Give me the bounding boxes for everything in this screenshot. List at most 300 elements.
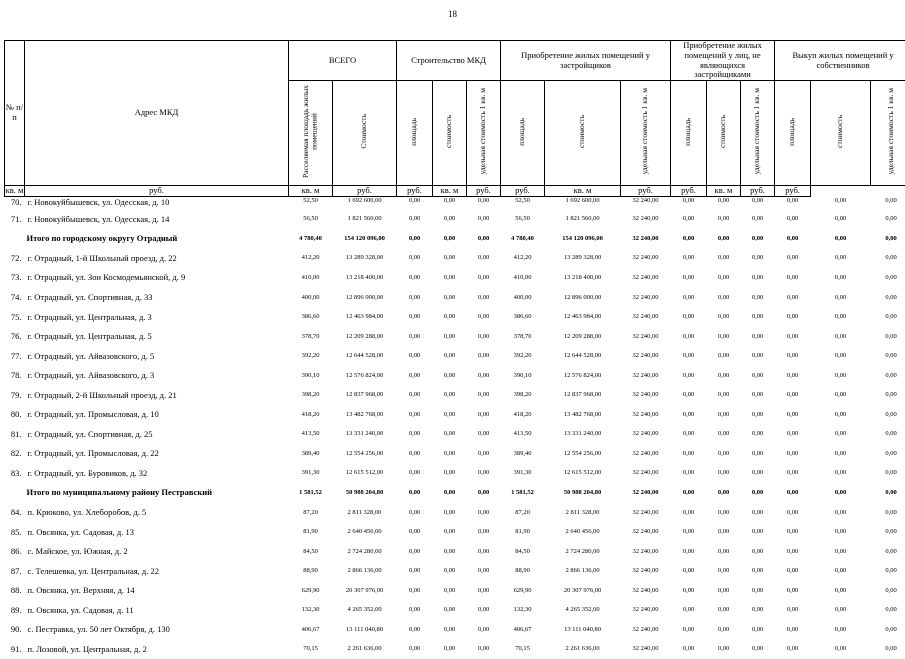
value-cell: 0,00	[397, 209, 433, 229]
value-cell: 0,00	[467, 541, 501, 561]
table-row	[5, 580, 905, 600]
row-number: 83.	[5, 463, 25, 483]
value-cell: 0,00	[871, 541, 905, 561]
value-cell: 0,00	[707, 209, 741, 229]
value-cell: 418,20	[501, 405, 545, 425]
value-cell: 1 821 560,00	[545, 209, 621, 229]
value-cell: 20 307 976,00	[333, 580, 397, 600]
unit-cell: руб.	[621, 186, 671, 197]
row-address: г. Отрадный, ул. Буровиков, д. 32	[25, 463, 289, 483]
value-cell: 0,00	[467, 600, 501, 620]
value-cell: 0,00	[741, 326, 775, 346]
row-address: г. Отрадный, ул. Центральная, д. 3	[25, 307, 289, 327]
value-cell: 32 240,00	[621, 483, 671, 503]
value-cell: 0,00	[707, 483, 741, 503]
header-row-units	[5, 186, 905, 197]
value-cell: 0,00	[707, 580, 741, 600]
table-row	[5, 424, 905, 444]
subheader-label: стоимость	[578, 115, 587, 148]
value-cell: 32 240,00	[621, 639, 671, 659]
row-address: с. Телешевка, ул. Центральная, д. 22	[25, 561, 289, 581]
value-cell: 0,00	[707, 385, 741, 405]
value-cell: 0,00	[467, 620, 501, 640]
row-number: 85.	[5, 522, 25, 542]
value-cell: 0,00	[671, 346, 707, 366]
value-cell: 32 240,00	[621, 424, 671, 444]
table-row	[5, 561, 905, 581]
value-cell: 0,00	[467, 424, 501, 444]
value-cell: 2 811 328,00	[545, 502, 621, 522]
value-cell: 0,00	[467, 385, 501, 405]
value-cell: 0,00	[871, 209, 905, 229]
value-cell: 0,00	[467, 483, 501, 503]
value-cell: 412,20	[289, 248, 333, 268]
value-cell: 0,00	[467, 326, 501, 346]
total-label: Итого по городскому округу Отрадный	[5, 229, 289, 249]
row-number: 78.	[5, 365, 25, 385]
value-cell: 0,00	[811, 346, 871, 366]
value-cell: 0,00	[871, 365, 905, 385]
value-cell: 0,00	[871, 248, 905, 268]
value-cell: 0,00	[871, 287, 905, 307]
row-address: г. Отрадный, ул. Промысловая, д. 22	[25, 444, 289, 464]
subheader-0	[289, 81, 333, 186]
value-cell: 32 240,00	[621, 600, 671, 620]
value-cell: 0,00	[741, 248, 775, 268]
row-number: 71.	[5, 209, 25, 229]
value-cell: 0,00	[671, 385, 707, 405]
value-cell: 0,00	[433, 209, 467, 229]
value-cell: 32 240,00	[621, 620, 671, 640]
value-cell: 0,00	[467, 502, 501, 522]
value-cell: 0,00	[467, 209, 501, 229]
value-cell: 0,00	[871, 639, 905, 659]
value-cell: 0,00	[433, 580, 467, 600]
value-cell: 12 554 256,00	[333, 444, 397, 464]
value-cell: 0,00	[741, 346, 775, 366]
value-cell: 0,00	[671, 444, 707, 464]
value-cell: 0,00	[467, 287, 501, 307]
table-row	[5, 365, 905, 385]
value-cell: 12 837 968,00	[545, 385, 621, 405]
value-cell: 0,00	[811, 307, 871, 327]
value-cell: 0,00	[467, 405, 501, 425]
value-cell: 0,00	[707, 268, 741, 288]
row-number: 70.	[5, 197, 25, 210]
row-address: п. Овсянка, ул. Садовая, д. 13	[25, 522, 289, 542]
value-cell: 4 780,40	[501, 229, 545, 249]
unit-cell: кв. м	[433, 186, 467, 197]
value-cell: 0,00	[871, 483, 905, 503]
unit-cell: кв. м	[545, 186, 621, 197]
value-cell: 50 988 204,80	[333, 483, 397, 503]
value-cell: 0,00	[707, 639, 741, 659]
row-address: с. Майское, ул. Южная, д. 2	[25, 541, 289, 561]
value-cell: 0,00	[707, 229, 741, 249]
subheader-9	[707, 81, 741, 186]
value-cell: 390,10	[289, 365, 333, 385]
value-cell: 32 240,00	[621, 287, 671, 307]
value-cell: 0,00	[433, 620, 467, 640]
row-number: 87.	[5, 561, 25, 581]
row-number: 81.	[5, 424, 25, 444]
value-cell: 13 289 328,00	[333, 248, 397, 268]
value-cell: 0,00	[397, 346, 433, 366]
row-address: г. Отрадный, ул. Айвазовского, д. 5	[25, 346, 289, 366]
value-cell: 12 576 824,00	[333, 365, 397, 385]
value-cell: 32 240,00	[621, 444, 671, 464]
value-cell: 0,00	[707, 287, 741, 307]
value-cell: 0,00	[811, 541, 871, 561]
value-cell: 0,00	[741, 268, 775, 288]
value-cell: 0,00	[397, 268, 433, 288]
value-cell: 32 240,00	[621, 463, 671, 483]
value-cell: 0,00	[397, 365, 433, 385]
value-cell: 13 482 768,00	[545, 405, 621, 425]
value-cell: 0,00	[775, 483, 811, 503]
value-cell: 0,00	[467, 561, 501, 581]
value-cell: 154 120 096,00	[545, 229, 621, 249]
value-cell: 0,00	[671, 639, 707, 659]
subheader-label: стоимость	[445, 115, 454, 148]
value-cell: 0,00	[707, 561, 741, 581]
unit-cell: кв. м	[289, 186, 333, 197]
value-cell: 12 463 984,00	[333, 307, 397, 327]
value-cell: 391,30	[501, 463, 545, 483]
value-cell: 32 240,00	[621, 268, 671, 288]
value-cell: 0,00	[433, 522, 467, 542]
value-cell: 12 463 984,00	[545, 307, 621, 327]
value-cell: 56,50	[289, 209, 333, 229]
value-cell: 13 482 768,00	[333, 405, 397, 425]
value-cell: 0,00	[775, 229, 811, 249]
row-number: 89.	[5, 600, 25, 620]
value-cell: 378,70	[289, 326, 333, 346]
table-body	[5, 197, 905, 659]
value-cell: 0,00	[433, 365, 467, 385]
value-cell: 0,00	[871, 346, 905, 366]
value-cell: 0,00	[671, 229, 707, 249]
value-cell: 32 240,00	[621, 580, 671, 600]
value-cell: 32 240,00	[621, 522, 671, 542]
value-cell: 0,00	[671, 326, 707, 346]
value-cell: 0,00	[397, 502, 433, 522]
value-cell: 0,00	[775, 444, 811, 464]
row-address: г. Отрадный, ул. Айвазовского, д. 3	[25, 365, 289, 385]
value-cell: 0,00	[433, 346, 467, 366]
value-cell: 0,00	[467, 639, 501, 659]
value-cell: 0,00	[741, 620, 775, 640]
value-cell: 2 724 280,00	[545, 541, 621, 561]
value-cell: 410,00	[289, 268, 333, 288]
value-cell: 13 289 328,00	[545, 248, 621, 268]
row-number: 86.	[5, 541, 25, 561]
total-row	[5, 229, 905, 249]
value-cell: 32 240,00	[621, 561, 671, 581]
total-row	[5, 483, 905, 503]
value-cell: 418,20	[289, 405, 333, 425]
value-cell: 0,00	[775, 639, 811, 659]
value-cell: 0,00	[671, 424, 707, 444]
value-cell: 0,00	[811, 229, 871, 249]
row-address: г. Отрадный, 1-й Школьный проезд, д. 22	[25, 248, 289, 268]
unit-cell: кв. м	[5, 186, 25, 197]
value-cell: 0,00	[707, 424, 741, 444]
value-cell: 2 261 636,00	[333, 639, 397, 659]
value-cell: 13 218 400,00	[333, 268, 397, 288]
value-cell: 0,00	[811, 385, 871, 405]
subheader-label: площадь	[788, 118, 797, 146]
value-cell: 0,00	[671, 600, 707, 620]
table-row	[5, 385, 905, 405]
value-cell: 32 240,00	[621, 365, 671, 385]
row-address: п. Крюково, ул. Хлеборобов, д. 5	[25, 502, 289, 522]
value-cell: 4 780,40	[289, 229, 333, 249]
row-number: 77.	[5, 346, 25, 366]
value-cell: 1 581,52	[289, 483, 333, 503]
value-cell: 0,00	[433, 287, 467, 307]
value-cell: 0,00	[707, 326, 741, 346]
row-address: п. Лозовой, ул. Центральная, д. 2	[25, 639, 289, 659]
value-cell: 0,00	[871, 444, 905, 464]
value-cell: 0,00	[775, 600, 811, 620]
value-cell: 1 581,52	[501, 483, 545, 503]
value-cell: 0,00	[775, 209, 811, 229]
value-cell: 0,00	[775, 248, 811, 268]
value-cell: 0,00	[397, 620, 433, 640]
value-cell: 0,00	[775, 463, 811, 483]
row-number: 73.	[5, 268, 25, 288]
value-cell: 0,00	[707, 405, 741, 425]
value-cell: 0,00	[671, 463, 707, 483]
value-cell: 0,00	[775, 307, 811, 327]
value-cell: 0,00	[811, 287, 871, 307]
value-cell: 390,10	[501, 365, 545, 385]
value-cell: 84,50	[501, 541, 545, 561]
value-cell: 0,00	[433, 307, 467, 327]
value-cell: 2 640 456,00	[333, 522, 397, 542]
value-cell: 0,00	[433, 444, 467, 464]
value-cell: 0,00	[397, 287, 433, 307]
resettlement-table	[4, 40, 905, 659]
value-cell: 0,00	[671, 561, 707, 581]
value-cell: 87,20	[289, 502, 333, 522]
subheader-label: стоимость	[719, 115, 728, 148]
table-row	[5, 346, 905, 366]
table-row	[5, 248, 905, 268]
value-cell: 400,00	[501, 287, 545, 307]
value-cell: 88,90	[501, 561, 545, 581]
value-cell: 12 837 968,00	[333, 385, 397, 405]
value-cell: 0,00	[707, 444, 741, 464]
row-number: 88.	[5, 580, 25, 600]
value-cell: 70,15	[501, 639, 545, 659]
value-cell: 0,00	[741, 561, 775, 581]
value-cell: 0,00	[811, 248, 871, 268]
value-cell: 0,00	[671, 365, 707, 385]
value-cell: 0,00	[671, 209, 707, 229]
value-cell: 629,90	[501, 580, 545, 600]
table-row	[5, 522, 905, 542]
value-cell: 0,00	[397, 561, 433, 581]
value-cell: 0,00	[741, 580, 775, 600]
value-cell: 4 265 352,00	[545, 600, 621, 620]
row-number: 91.	[5, 639, 25, 659]
value-cell: 0,00	[811, 639, 871, 659]
value-cell: 0,00	[741, 483, 775, 503]
value-cell: 52,50	[501, 197, 545, 210]
value-cell: 2 866 136,00	[333, 561, 397, 581]
value-cell: 0,00	[707, 502, 741, 522]
row-number: 80.	[5, 405, 25, 425]
value-cell: 0,00	[433, 639, 467, 659]
header-row-groups	[5, 41, 905, 81]
value-cell: 0,00	[707, 541, 741, 561]
subheader-1	[333, 81, 397, 186]
value-cell: 0,00	[397, 580, 433, 600]
value-cell: 0,00	[871, 197, 905, 210]
value-cell: 0,00	[671, 307, 707, 327]
value-cell: 2 724 280,00	[333, 541, 397, 561]
value-cell: 0,00	[397, 639, 433, 659]
value-cell: 50 988 204,80	[545, 483, 621, 503]
value-cell: 0,00	[671, 248, 707, 268]
value-cell: 392,20	[501, 346, 545, 366]
value-cell: 0,00	[397, 405, 433, 425]
value-cell: 0,00	[741, 639, 775, 659]
value-cell: 0,00	[397, 424, 433, 444]
row-number: 74.	[5, 287, 25, 307]
value-cell: 0,00	[741, 385, 775, 405]
value-cell: 389,40	[289, 444, 333, 464]
value-cell: 0,00	[871, 307, 905, 327]
value-cell: 410,00	[501, 268, 545, 288]
row-address: г. Отрадный, ул. Промысловая, д. 10	[25, 405, 289, 425]
value-cell: 0,00	[775, 346, 811, 366]
header-address: Адрес МКД	[25, 41, 289, 186]
value-cell: 0,00	[775, 620, 811, 640]
value-cell: 2 811 328,00	[333, 502, 397, 522]
value-cell: 0,00	[467, 522, 501, 542]
value-cell: 0,00	[741, 307, 775, 327]
value-cell: 0,00	[707, 365, 741, 385]
subheader-11	[775, 81, 811, 186]
value-cell: 0,00	[467, 580, 501, 600]
table-row	[5, 287, 905, 307]
value-cell: 0,00	[467, 444, 501, 464]
value-cell: 132,30	[501, 600, 545, 620]
row-number: 84.	[5, 502, 25, 522]
value-cell: 0,00	[397, 248, 433, 268]
value-cell: 0,00	[741, 502, 775, 522]
value-cell: 0,00	[871, 620, 905, 640]
value-cell: 398,20	[501, 385, 545, 405]
value-cell: 398,20	[289, 385, 333, 405]
value-cell: 2 866 136,00	[545, 561, 621, 581]
value-cell: 0,00	[871, 463, 905, 483]
unit-cell: руб.	[775, 186, 811, 197]
value-cell: 13 331 240,00	[333, 424, 397, 444]
table-row	[5, 541, 905, 561]
value-cell: 32 240,00	[621, 307, 671, 327]
unit-cell: руб.	[741, 186, 775, 197]
value-cell: 0,00	[397, 307, 433, 327]
value-cell: 0,00	[775, 522, 811, 542]
value-cell: 0,00	[871, 326, 905, 346]
value-cell: 13 331 240,00	[545, 424, 621, 444]
value-cell: 0,00	[775, 326, 811, 346]
value-cell: 32 240,00	[621, 346, 671, 366]
value-cell: 0,00	[397, 541, 433, 561]
value-cell: 0,00	[397, 229, 433, 249]
value-cell: 412,20	[501, 248, 545, 268]
row-address: г. Отрадный, ул. Спортивная, д. 25	[25, 424, 289, 444]
value-cell: 32 240,00	[621, 197, 671, 210]
subheader-13	[871, 81, 905, 186]
value-cell: 0,00	[871, 385, 905, 405]
unit-cell: руб.	[467, 186, 501, 197]
value-cell: 0,00	[811, 268, 871, 288]
value-cell: 0,00	[467, 197, 501, 210]
value-cell: 0,00	[811, 209, 871, 229]
row-address: п. Овсянка, ул. Верхняя, д. 14	[25, 580, 289, 600]
value-cell: 406,67	[501, 620, 545, 640]
value-cell: 132,30	[289, 600, 333, 620]
row-address: г. Отрадный, ул. Зои Космодемьянской, д. 9	[25, 268, 289, 288]
value-cell: 70,15	[289, 639, 333, 659]
value-cell: 0,00	[741, 365, 775, 385]
value-cell: 56,50	[501, 209, 545, 229]
header-group-owner-buyout: Выкуп жилых помещений у собственников	[775, 41, 905, 81]
row-number: 76.	[5, 326, 25, 346]
subheader-label: площадь	[684, 118, 693, 146]
value-cell: 1 821 560,00	[333, 209, 397, 229]
value-cell: 81,90	[501, 522, 545, 542]
value-cell: 0,00	[811, 444, 871, 464]
value-cell: 0,00	[811, 580, 871, 600]
subheader-10	[741, 81, 775, 186]
value-cell: 1 692 600,00	[333, 197, 397, 210]
value-cell: 84,50	[289, 541, 333, 561]
row-address: г. Отрадный, ул. Спортивная, д. 33	[25, 287, 289, 307]
subheader-label: стоимость	[836, 115, 845, 148]
row-address: п. Овсянка, ул. Садовая, д. 11	[25, 600, 289, 620]
value-cell: 386,60	[501, 307, 545, 327]
value-cell: 0,00	[871, 522, 905, 542]
value-cell: 32 240,00	[621, 541, 671, 561]
value-cell: 378,70	[501, 326, 545, 346]
value-cell: 32 240,00	[621, 229, 671, 249]
value-cell: 0,00	[433, 229, 467, 249]
value-cell: 12 554 256,00	[545, 444, 621, 464]
unit-cell: руб.	[501, 186, 545, 197]
value-cell: 0,00	[433, 326, 467, 346]
value-cell: 0,00	[775, 365, 811, 385]
value-cell: 2 261 636,00	[545, 639, 621, 659]
value-cell: 0,00	[775, 580, 811, 600]
value-cell: 0,00	[811, 197, 871, 210]
value-cell: 0,00	[775, 424, 811, 444]
value-cell: 0,00	[467, 365, 501, 385]
value-cell: 12 644 528,00	[545, 346, 621, 366]
header-group-developer-purchase: Приобретение жилых помещений у застройщиков	[501, 41, 671, 81]
value-cell: 0,00	[871, 580, 905, 600]
subheader-label: площадь	[518, 118, 527, 146]
table-row	[5, 405, 905, 425]
table-row	[5, 502, 905, 522]
value-cell: 0,00	[775, 541, 811, 561]
value-cell: 0,00	[671, 502, 707, 522]
